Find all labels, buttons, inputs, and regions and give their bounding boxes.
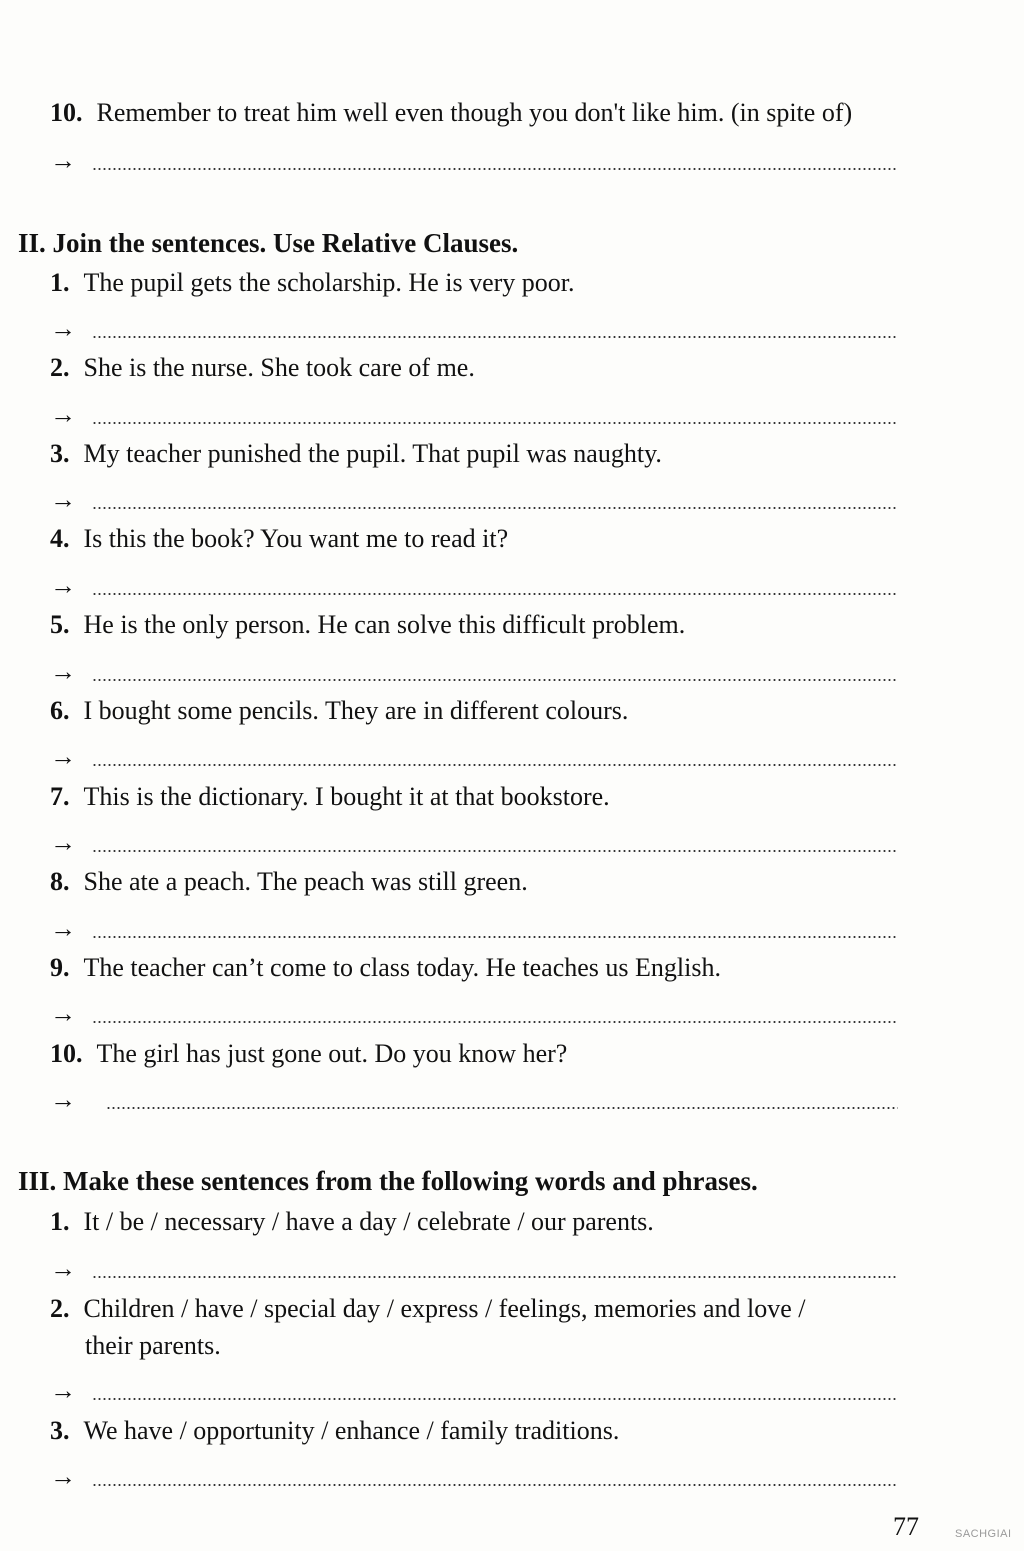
section-heading: II. Join the sentences. Use Relative Clauses. — [18, 228, 519, 258]
arrow-icon: → — [50, 485, 76, 514]
item-number: 8. — [50, 867, 70, 896]
arrow-icon: → — [50, 742, 76, 771]
item-number: 3. — [50, 1416, 70, 1445]
item-text: The teacher can’t come to class today. He teaches us English. — [83, 953, 721, 982]
exercise-item — [50, 867, 528, 897]
dotted-line — [92, 1484, 898, 1486]
item-number: 3. — [50, 439, 70, 468]
answer-line[interactable] — [50, 1462, 900, 1492]
arrow-icon: → — [50, 1254, 76, 1283]
dotted-line — [92, 168, 898, 170]
item-number: 5. — [50, 610, 70, 639]
exercise-item — [50, 98, 852, 128]
exercise-item — [50, 1207, 654, 1237]
item-text: This is the dictionary. I bought it at that bookstore. — [83, 782, 610, 811]
arrow-icon: → — [50, 146, 76, 175]
item-number: 1. — [50, 268, 70, 297]
answer-line[interactable] — [50, 314, 900, 344]
dotted-line — [92, 850, 898, 852]
arrow-icon: → — [50, 828, 76, 857]
page-number: 77 — [893, 1512, 919, 1541]
answer-line[interactable] — [50, 400, 900, 430]
answer-line[interactable] — [50, 1254, 900, 1284]
answer-line[interactable] — [50, 914, 900, 944]
item-text: I bought some pencils. They are in different colours. — [83, 696, 629, 725]
answer-line[interactable] — [50, 1085, 900, 1115]
item-text: He is the only person. He can solve this difficult problem. — [83, 610, 686, 639]
item-number: 10. — [50, 98, 83, 127]
arrow-icon: → — [50, 1462, 76, 1491]
dotted-line — [92, 1398, 898, 1400]
dotted-line — [92, 764, 898, 766]
answer-line[interactable] — [50, 571, 900, 601]
arrow-icon: → — [50, 1376, 76, 1405]
exercise-item — [50, 610, 685, 640]
item-text: She is the nurse. She took care of me. — [83, 353, 475, 382]
dotted-line — [92, 422, 898, 424]
arrow-icon: → — [50, 314, 76, 343]
item-text: We have / opportunity / enhance / family traditions. — [83, 1416, 620, 1445]
answer-line[interactable] — [50, 1376, 900, 1406]
arrow-icon: → — [50, 1085, 76, 1114]
arrow-icon: → — [50, 400, 76, 429]
exercise-item — [50, 268, 575, 298]
item-text: Is this the book? You want me to read it? — [83, 524, 509, 553]
answer-line[interactable] — [50, 999, 900, 1029]
arrow-icon: → — [50, 999, 76, 1028]
exercise-item — [50, 353, 475, 383]
exercise-item — [50, 1416, 619, 1446]
section-heading: III. Make these sentences from the following words and phrases. — [18, 1166, 758, 1196]
answer-line[interactable] — [50, 146, 900, 176]
dotted-line — [92, 1276, 898, 1278]
exercise-item — [50, 953, 721, 983]
item-number: 2. — [50, 1294, 70, 1323]
watermark-logo: SACHGIAI — [955, 1528, 1012, 1540]
arrow-icon: → — [50, 571, 76, 600]
item-text: It / be / necessary / have a day / celebrate / our parents. — [83, 1207, 654, 1236]
item-number: 4. — [50, 524, 70, 553]
dotted-line — [92, 336, 898, 338]
arrow-icon: → — [50, 657, 76, 686]
item-text: Remember to treat him well even though you don't like him. (in spite of) — [96, 98, 853, 127]
dotted-line — [92, 1021, 898, 1023]
item-number: 6. — [50, 696, 70, 725]
item-number: 2. — [50, 353, 70, 382]
exercise-item — [50, 524, 508, 554]
exercise-item — [50, 696, 628, 726]
item-number: 7. — [50, 782, 70, 811]
item-text: The girl has just gone out. Do you know her? — [96, 1039, 568, 1068]
answer-line[interactable] — [50, 828, 900, 858]
answer-line[interactable] — [50, 485, 900, 515]
item-text: She ate a peach. The peach was still green. — [83, 867, 528, 896]
dotted-line — [92, 679, 898, 681]
exercise-item — [50, 439, 662, 469]
item-text: Children / have / special day / express / feelings, memories and love / — [83, 1294, 806, 1323]
dotted-line — [106, 1107, 898, 1109]
item-text: The pupil gets the scholarship. He is very poor. — [83, 268, 575, 297]
item-number: 1. — [50, 1207, 70, 1236]
answer-line[interactable] — [50, 742, 900, 772]
exercise-item — [50, 1294, 806, 1324]
item-text: My teacher punished the pupil. That pupil was naughty. — [83, 439, 662, 468]
exercise-item — [50, 1039, 567, 1069]
dotted-line — [92, 936, 898, 938]
arrow-icon: → — [50, 914, 76, 943]
dotted-line — [92, 593, 898, 595]
item-number: 9. — [50, 953, 70, 982]
answer-line[interactable] — [50, 657, 900, 687]
item-number: 10. — [50, 1039, 83, 1068]
dotted-line — [92, 507, 898, 509]
exercise-item — [50, 782, 610, 812]
item-text-continuation: their parents. — [85, 1331, 221, 1360]
